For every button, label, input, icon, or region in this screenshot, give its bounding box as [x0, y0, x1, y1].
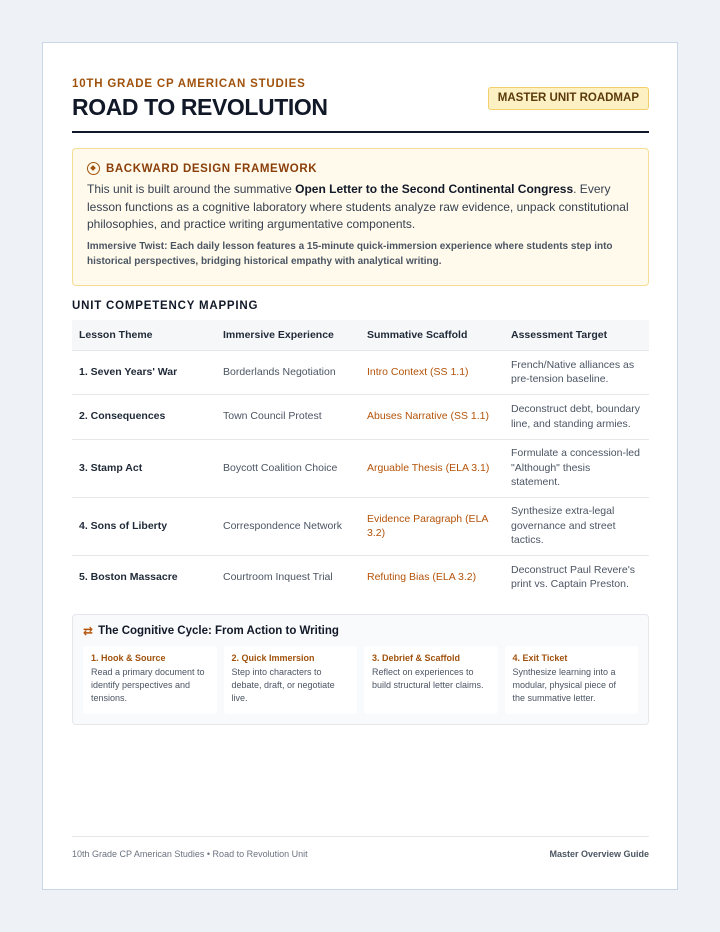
footer-unit-label: 10th Grade CP American Studies • Road to Revolution Unit: [72, 849, 308, 859]
immersive-twist-note: Immersive Twist: Each daily lesson features a 15-minute quick-immersion experience where students step into historical perspectives, bridging historical empathy with analytical writing.: [87, 240, 613, 267]
swap-arrows-icon: ⇄: [83, 624, 94, 638]
step-description: Read a primary document to identify perspectives and tensions.: [91, 667, 205, 703]
cycle-step-card: [505, 646, 639, 714]
step-description: Synthesize learning into a modular, physical piece of the summative letter.: [512, 667, 617, 703]
lesson-theme-cell: 2. Consequences: [72, 394, 216, 439]
grade-label: 10TH GRADE CP AMERICAN STUDIES: [72, 78, 306, 90]
column-header: Immersive Experience: [216, 320, 360, 350]
assessment-target-cell: Deconstruct debt, boundary line, and standing armies.: [504, 394, 649, 439]
step-title: 3. Debrief & Scaffold: [372, 653, 461, 663]
table-row: [72, 350, 649, 394]
step-description: Reflect on experiences to build structural letter claims.: [372, 667, 484, 690]
framework-title: BACKWARD DESIGN FRAMEWORK: [106, 162, 318, 175]
assessment-target-cell: Synthesize extra-legal governance and street tactics.: [504, 497, 649, 555]
cycle-header: [83, 624, 638, 638]
summative-scaffold-cell: Abuses Narrative (SS 1.1): [360, 394, 504, 439]
cognitive-cycle-box: [72, 614, 649, 725]
roadmap-badge: MASTER UNIT ROADMAP: [488, 87, 649, 110]
column-header: Lesson Theme: [72, 320, 216, 350]
document-page: [42, 42, 678, 890]
immersive-experience-cell: Boycott Coalition Choice: [216, 439, 360, 497]
framework-body: [87, 181, 634, 234]
framework-body-bold: Open Letter to the Second Continental Congress: [295, 182, 574, 196]
assessment-target-cell: Deconstruct Paul Revere's print vs. Captain Preston.: [504, 555, 649, 599]
competency-table: [72, 320, 649, 599]
cycle-steps: [83, 646, 638, 714]
framework-body-prefix: This unit is built around the summative: [87, 182, 296, 196]
lesson-theme-cell: 1. Seven Years' War: [72, 350, 216, 394]
summative-scaffold-cell: Refuting Bias (ELA 3.2): [360, 555, 504, 599]
lesson-theme-cell: 5. Boston Massacre: [72, 555, 216, 599]
table-row: [72, 394, 649, 439]
immersive-experience-cell: Correspondence Network: [216, 497, 360, 555]
table-header-row: [72, 320, 649, 350]
table-row: [72, 439, 649, 497]
table-row: [72, 555, 649, 599]
immersive-experience-cell: Courtroom Inquest Trial: [216, 555, 360, 599]
mapping-title: UNIT COMPETENCY MAPPING: [72, 300, 259, 312]
lesson-theme-cell: 4. Sons of Liberty: [72, 497, 216, 555]
cycle-title: The Cognitive Cycle: From Action to Writing: [98, 625, 339, 637]
compass-icon: [87, 162, 100, 175]
immersive-experience-cell: Town Council Protest: [216, 394, 360, 439]
column-header: Summative Scaffold: [360, 320, 504, 350]
step-title: 1. Hook & Source: [91, 653, 166, 663]
summative-scaffold-cell: Arguable Thesis (ELA 3.1): [360, 439, 504, 497]
summative-scaffold-cell: Intro Context (SS 1.1): [360, 350, 504, 394]
assessment-target-cell: Formulate a concession-led "Although" thesis statement.: [504, 439, 649, 497]
lesson-theme-cell: 3. Stamp Act: [72, 439, 216, 497]
framework-body-suffix: . Every lesson functions as a cognitive laboratory where students analyze raw evidence, unpack constitutional philosophies, and practice writing argumentative components.: [87, 182, 629, 231]
table-row: [72, 497, 649, 555]
framework-box: [72, 148, 649, 286]
footer-divider: [72, 836, 649, 837]
assessment-target-cell: French/Native alliances as pre-tension baseline.: [504, 350, 649, 394]
summative-scaffold-cell: Evidence Paragraph (ELA 3.2): [360, 497, 504, 555]
cycle-step-card: [83, 646, 217, 714]
page-title: ROAD TO REVOLUTION: [72, 94, 328, 120]
immersive-experience-cell: Borderlands Negotiation: [216, 350, 360, 394]
cycle-step-card: [224, 646, 358, 714]
step-title: 2. Quick Immersion: [231, 653, 315, 663]
step-description: Step into characters to debate, draft, or negotiate live.: [231, 667, 335, 703]
title-divider: [72, 131, 649, 133]
framework-header: [87, 162, 634, 175]
step-title: 4. Exit Ticket: [512, 653, 568, 663]
footer-guide-label: Master Overview Guide: [549, 849, 649, 859]
cycle-step-card: [364, 646, 498, 714]
column-header: Assessment Target: [504, 320, 649, 350]
